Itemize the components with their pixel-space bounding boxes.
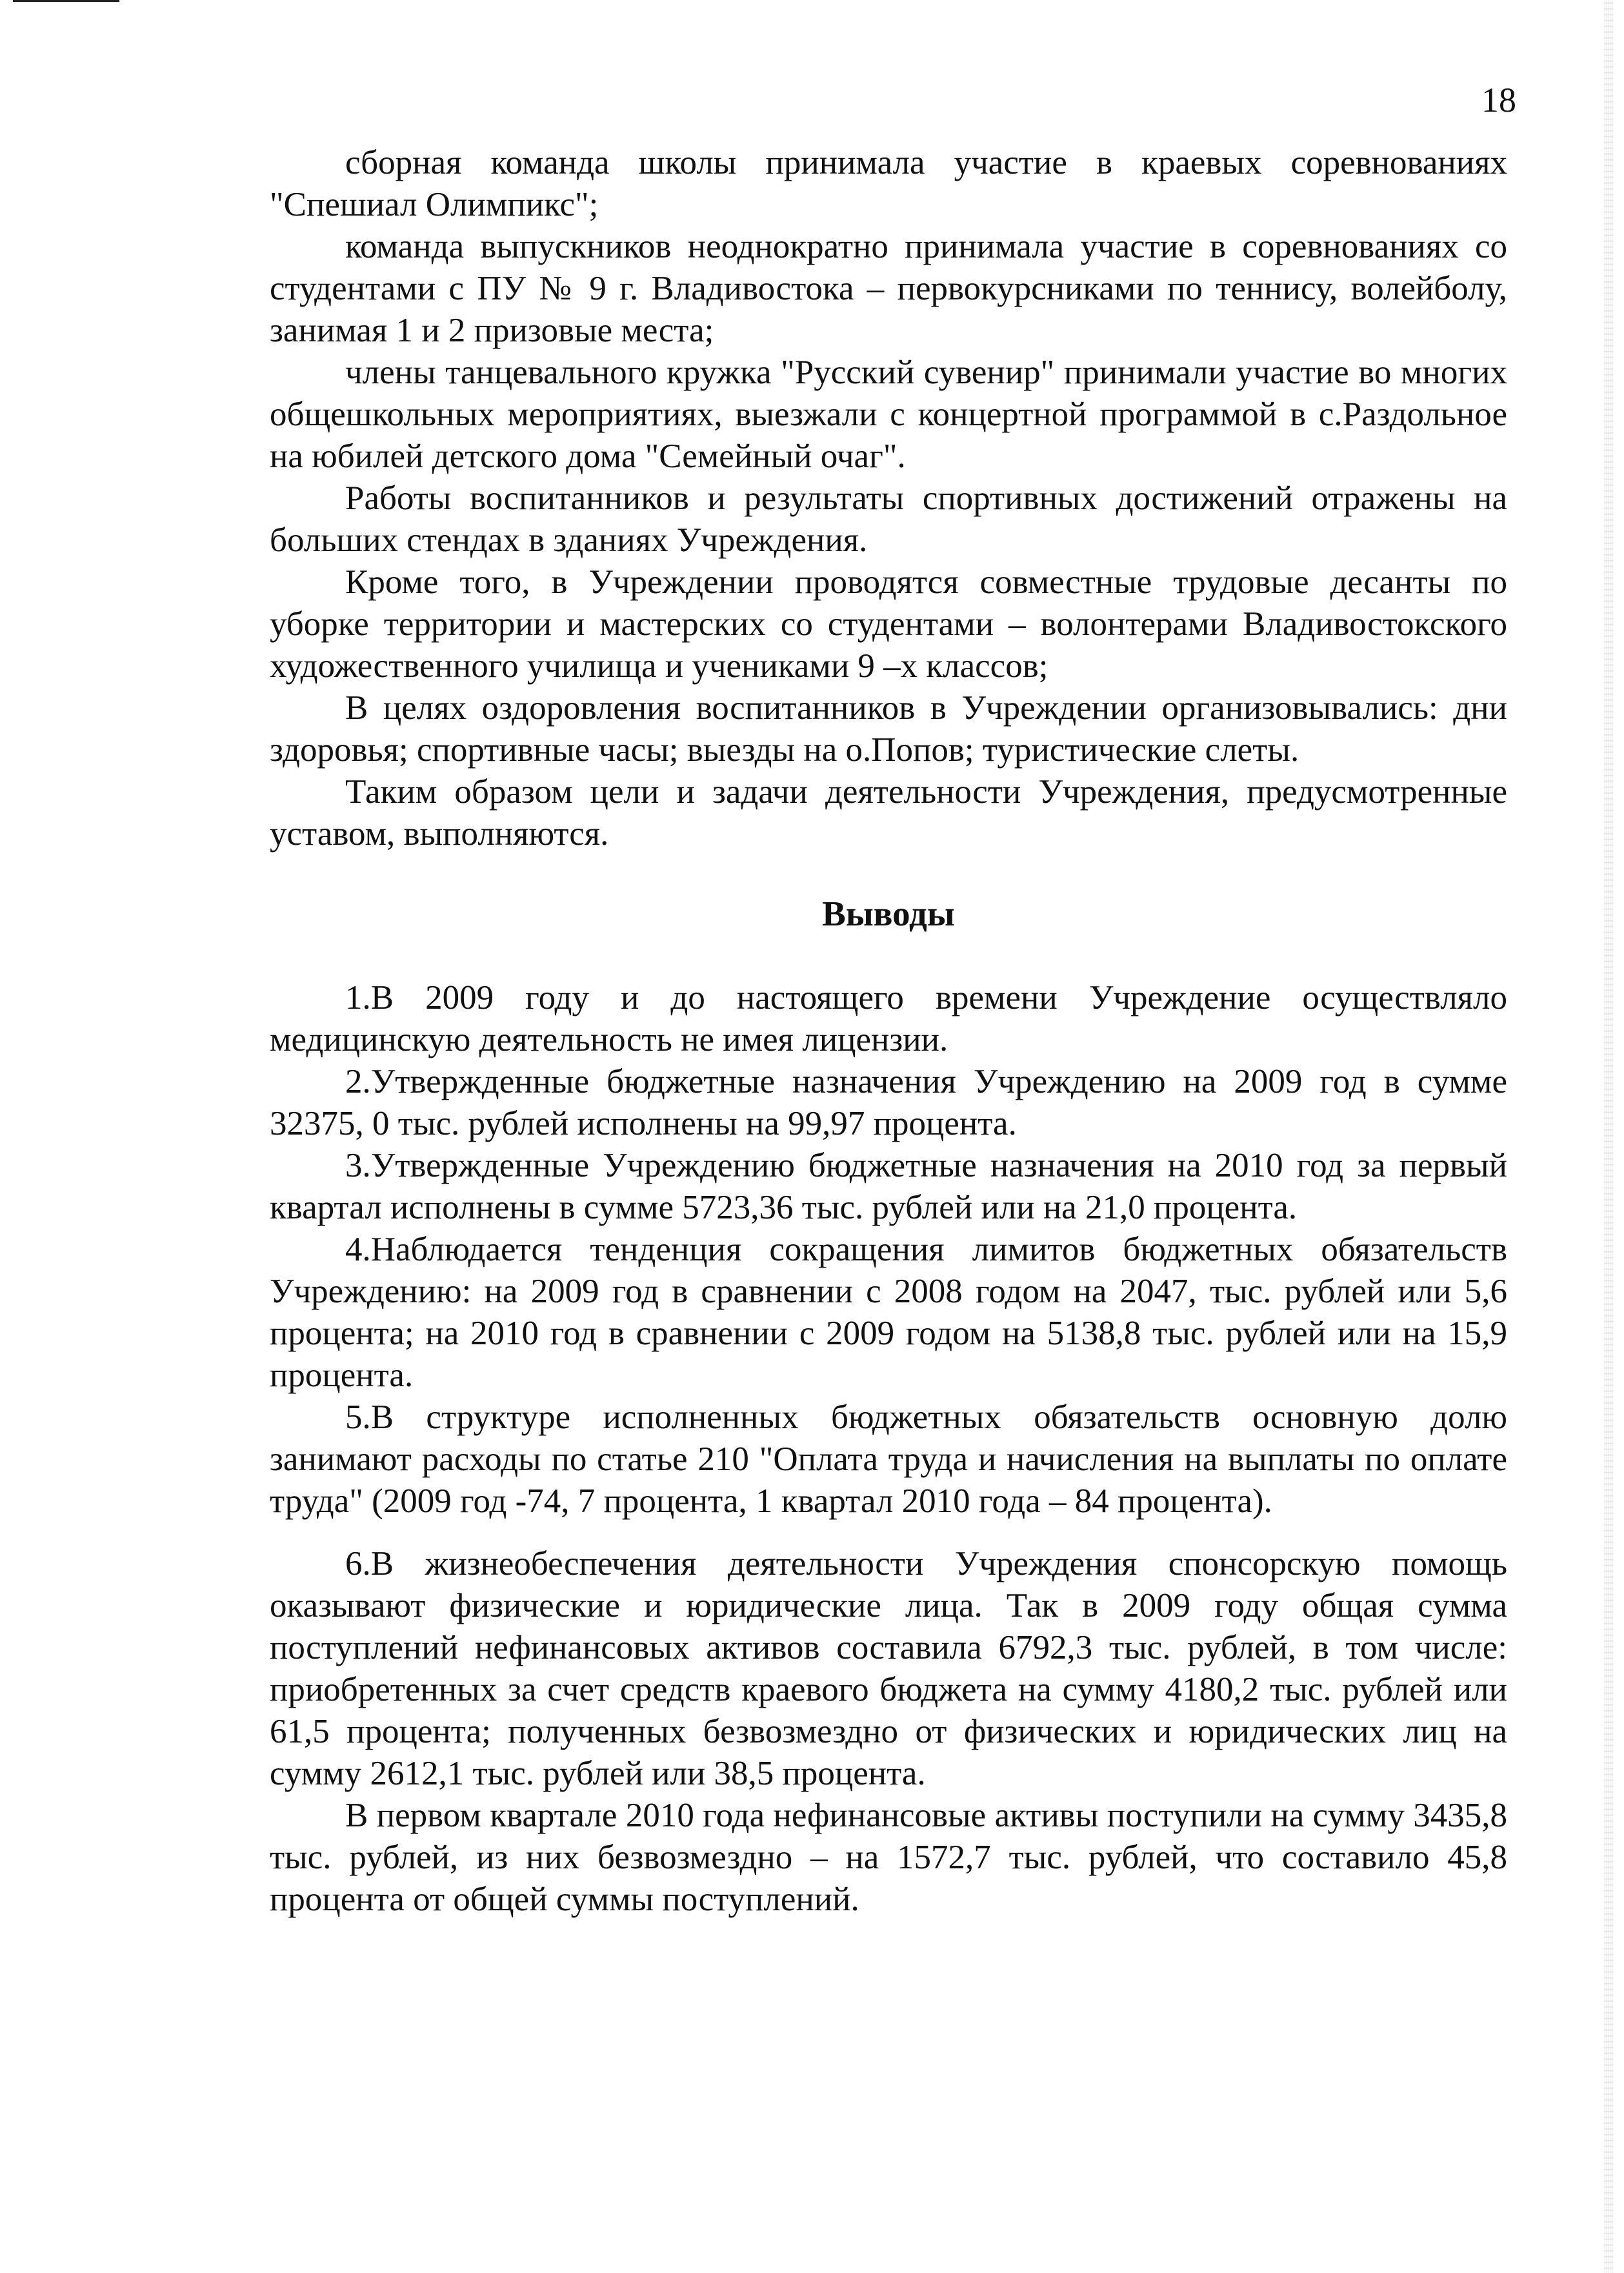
document-body [270, 142, 1507, 1921]
paragraph: Таким образом цели и задачи деятельности Учреждения, предусмотренные уставом, выполняются. [270, 773, 1507, 853]
paragraph: члены танцевального кружка "Русский сувенир" принимали участие во многих общешкольных мероприятиях, выезжали с концертной программой в с.Раздольное на юбилей детского дома "Семейный очаг". [270, 354, 1507, 475]
paragraph: В целях оздоровления воспитанников в Учреждении организовывались: дни здоровья; спортивные часы; выезды на о.Попов; туристические слеты. [270, 689, 1507, 769]
paragraph: Кроме того, в Учреждении проводятся совместные трудовые десанты по уборке территории и мастерских со студентами – волонтерами Владивостокского художественного училища и учениками 9 –х классов; [270, 563, 1507, 685]
section-heading-conclusions: Выводы [822, 894, 955, 933]
conclusion-item: 3.Утвержденные Учреждению бюджетные назначения на 2010 год за первый квартал исполнены в сумме 5723,36 тыс. рублей или на 21,0 процента. [270, 1147, 1507, 1226]
scan-noise-strip [1604, 0, 1613, 2273]
paragraph: команда выпускников неоднократно принимала участие в соревнованиях со студентами с ПУ № 9 г. Владивостока – первокурсниками по теннису, волейболу, занимая 1 и 2 призовые места; [270, 228, 1507, 349]
conclusion-item: 2.Утвержденные бюджетные назначения Учреждению на 2009 год в сумме 32375, 0 тыс. рублей исполнены на 99,97 процента. [270, 1063, 1507, 1142]
paragraph: Работы воспитанников и результаты спортивных достижений отражены на больших стендах в зданиях Учреждения. [270, 480, 1507, 559]
conclusion-item: В первом квартале 2010 года нефинансовые активы поступили на сумму 3435,8 тыс. рублей, из них безвозмездно – на 1572,7 тыс. рублей, что составило 45,8 процента от общей суммы поступлений. [270, 1797, 1507, 1918]
conclusion-item: 4.Наблюдается тенденция сокращения лимитов бюджетных обязательств Учреждению: на 2009 год в сравнении с 2008 годом на 2047, тыс. рублей или 5,6 процента; на 2010 год в сравнении с 2009 годом на 5138,8 тыс. рублей или на 15,9 процента. [270, 1231, 1507, 1394]
conclusion-item: 1.В 2009 году и до настоящего времени Учреждение осуществляло медицинскую деятельность не имея лицензии. [270, 979, 1507, 1058]
conclusions-list [270, 977, 1507, 1921]
scan-artifact-line [13, 0, 119, 2]
conclusion-item: 5.В структуре исполненных бюджетных обязательств основную долю занимают расходы по статье 210 "Оплата труда и начисления на выплаты по оплате труда" (2009 год -74, 7 процента, 1 квартал 2010 года – 84 процента). [270, 1399, 1507, 1520]
paragraph: сборная команда школы принимала участие в краевых соревнованиях "Спешиал Олимпикс"; [270, 144, 1507, 223]
page-number: 18 [1481, 81, 1516, 119]
conclusion-item: 6.В жизнеобеспечения деятельности Учреждения спонсорскую помощь оказывают физические и юридические лица. Так в 2009 году общая сумма поступлений нефинансовых активов составила 6792,3 тыс. рублей, в том числе: приобретенных за счет средств краевого бюджета на сумму 4180,2 тыс. рублей или 61,5 процента; полученных безвозмездно от физических и юридических лиц на сумму 2612,1 тыс. рублей или 38,5 процента. [270, 1545, 1507, 1792]
